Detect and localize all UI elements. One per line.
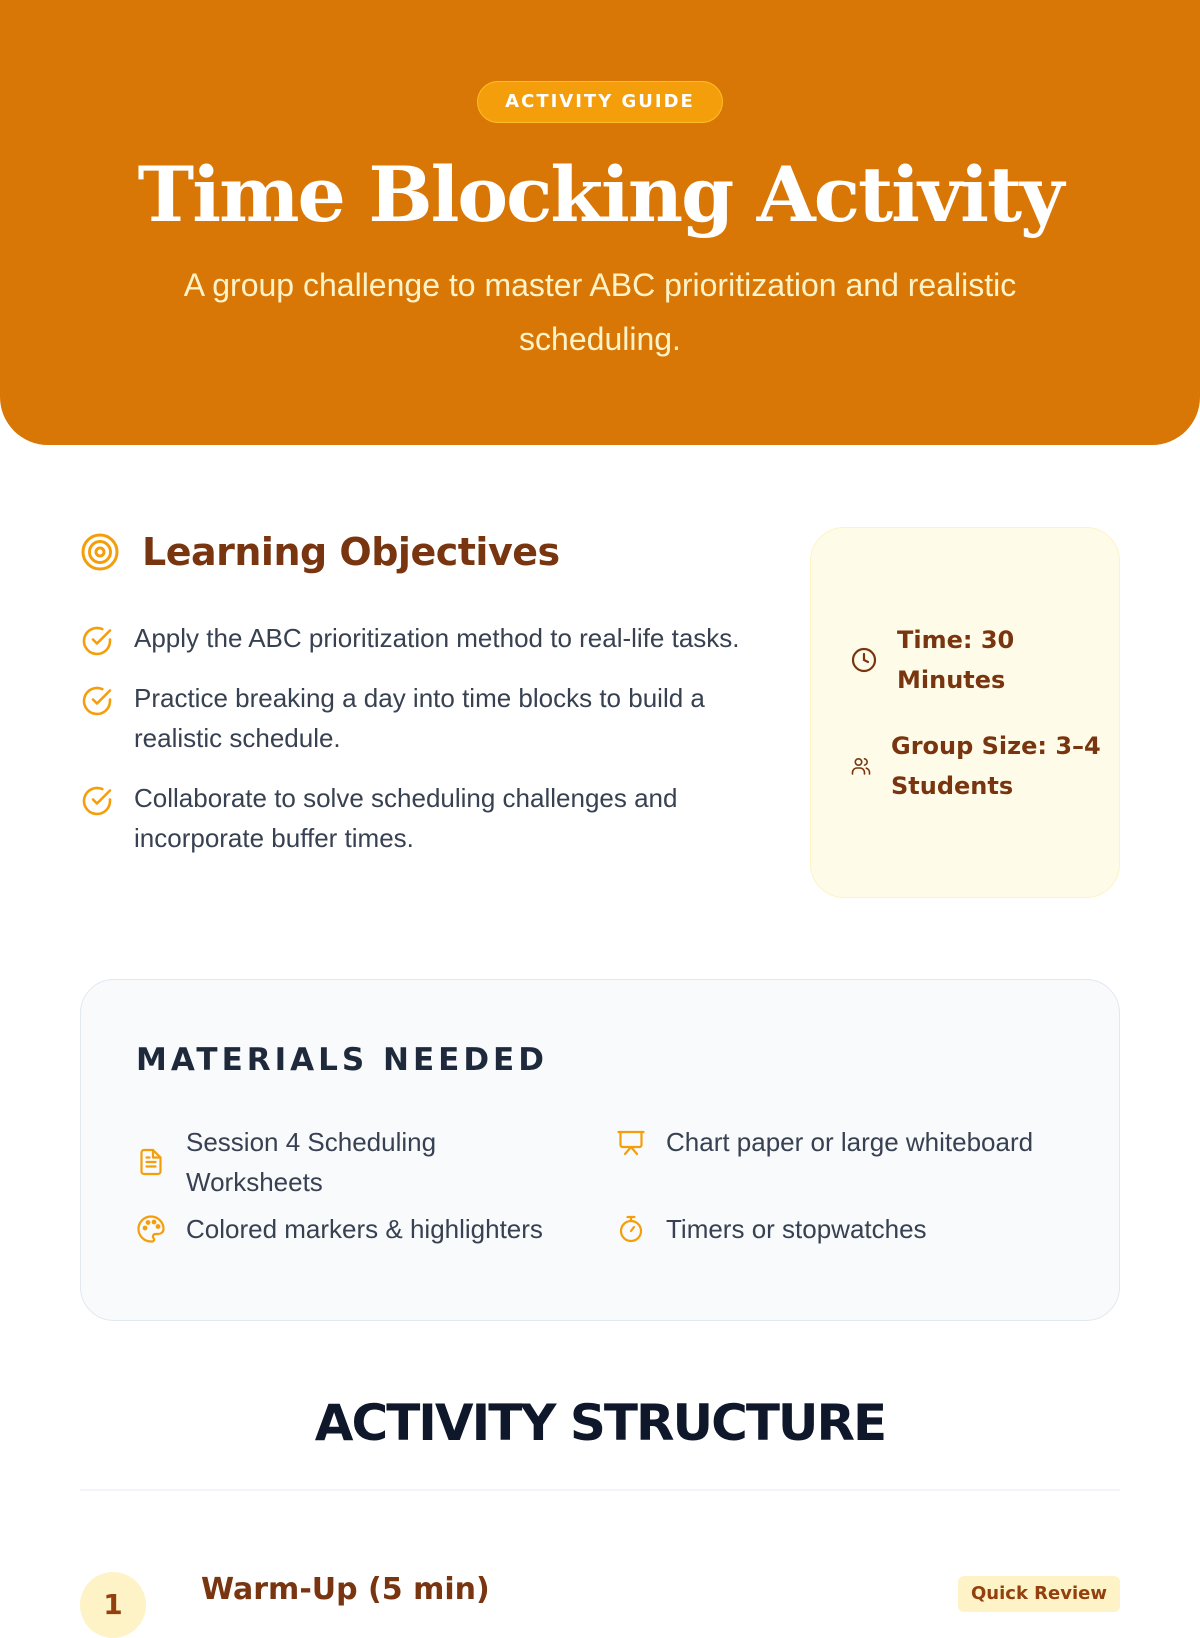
activity-info-card [810, 527, 1120, 898]
material-item [616, 1209, 1036, 1249]
time-info [851, 620, 1091, 700]
objectives-list [80, 618, 740, 878]
group-size-label: Group Size: 3–4 Students [891, 732, 1101, 800]
material-item [136, 1122, 556, 1202]
objective-text: Apply the ABC prioritization method to real-life tasks. [134, 623, 740, 653]
objectives-heading [80, 524, 560, 580]
stopwatch-icon [616, 1214, 646, 1244]
materials-title: MATERIALS NEEDED [136, 1042, 548, 1078]
page-subtitle: A group challenge to master ABC prioritization and realistic scheduling. [183, 267, 1017, 357]
check-circle-icon [80, 624, 114, 658]
objectives-title: Learning Objectives [142, 530, 560, 574]
page-title: Time Blocking Activity [137, 150, 1063, 239]
users-icon [851, 756, 871, 776]
document-icon [136, 1147, 166, 1177]
material-label: Session 4 Scheduling Worksheets [186, 1127, 437, 1197]
hero-header [0, 0, 1200, 445]
step-tag: Quick Review [958, 1576, 1120, 1612]
material-label: Chart paper or large whiteboard [666, 1127, 1034, 1157]
material-item [136, 1209, 596, 1249]
objective-text: Practice breaking a day into time blocks to build a realistic schedule. [134, 683, 705, 753]
clock-icon [851, 647, 877, 673]
objective-item [80, 678, 740, 758]
objective-text: Collaborate to solve scheduling challenges and incorporate buffer times. [134, 783, 678, 853]
time-label: Time: 30 Minutes [897, 626, 1015, 694]
activity-structure-title: ACTIVITY STRUCTURE [314, 1394, 886, 1452]
palette-icon [136, 1214, 166, 1244]
check-circle-icon [80, 684, 114, 718]
material-label: Timers or stopwatches [666, 1214, 927, 1244]
check-circle-icon [80, 784, 114, 818]
step-number: 1 [80, 1572, 146, 1638]
target-icon [80, 532, 120, 572]
objective-item [80, 618, 740, 658]
material-item [616, 1122, 1036, 1162]
activity-guide-badge: ACTIVITY GUIDE [477, 81, 723, 123]
material-label: Colored markers & highlighters [186, 1214, 543, 1244]
objective-item [80, 778, 740, 858]
presentation-board-icon [616, 1127, 646, 1157]
step-title: Warm-Up (5 min) [201, 1572, 490, 1607]
materials-card [80, 979, 1120, 1321]
group-size-info [851, 726, 1101, 806]
section-divider [80, 1489, 1120, 1491]
